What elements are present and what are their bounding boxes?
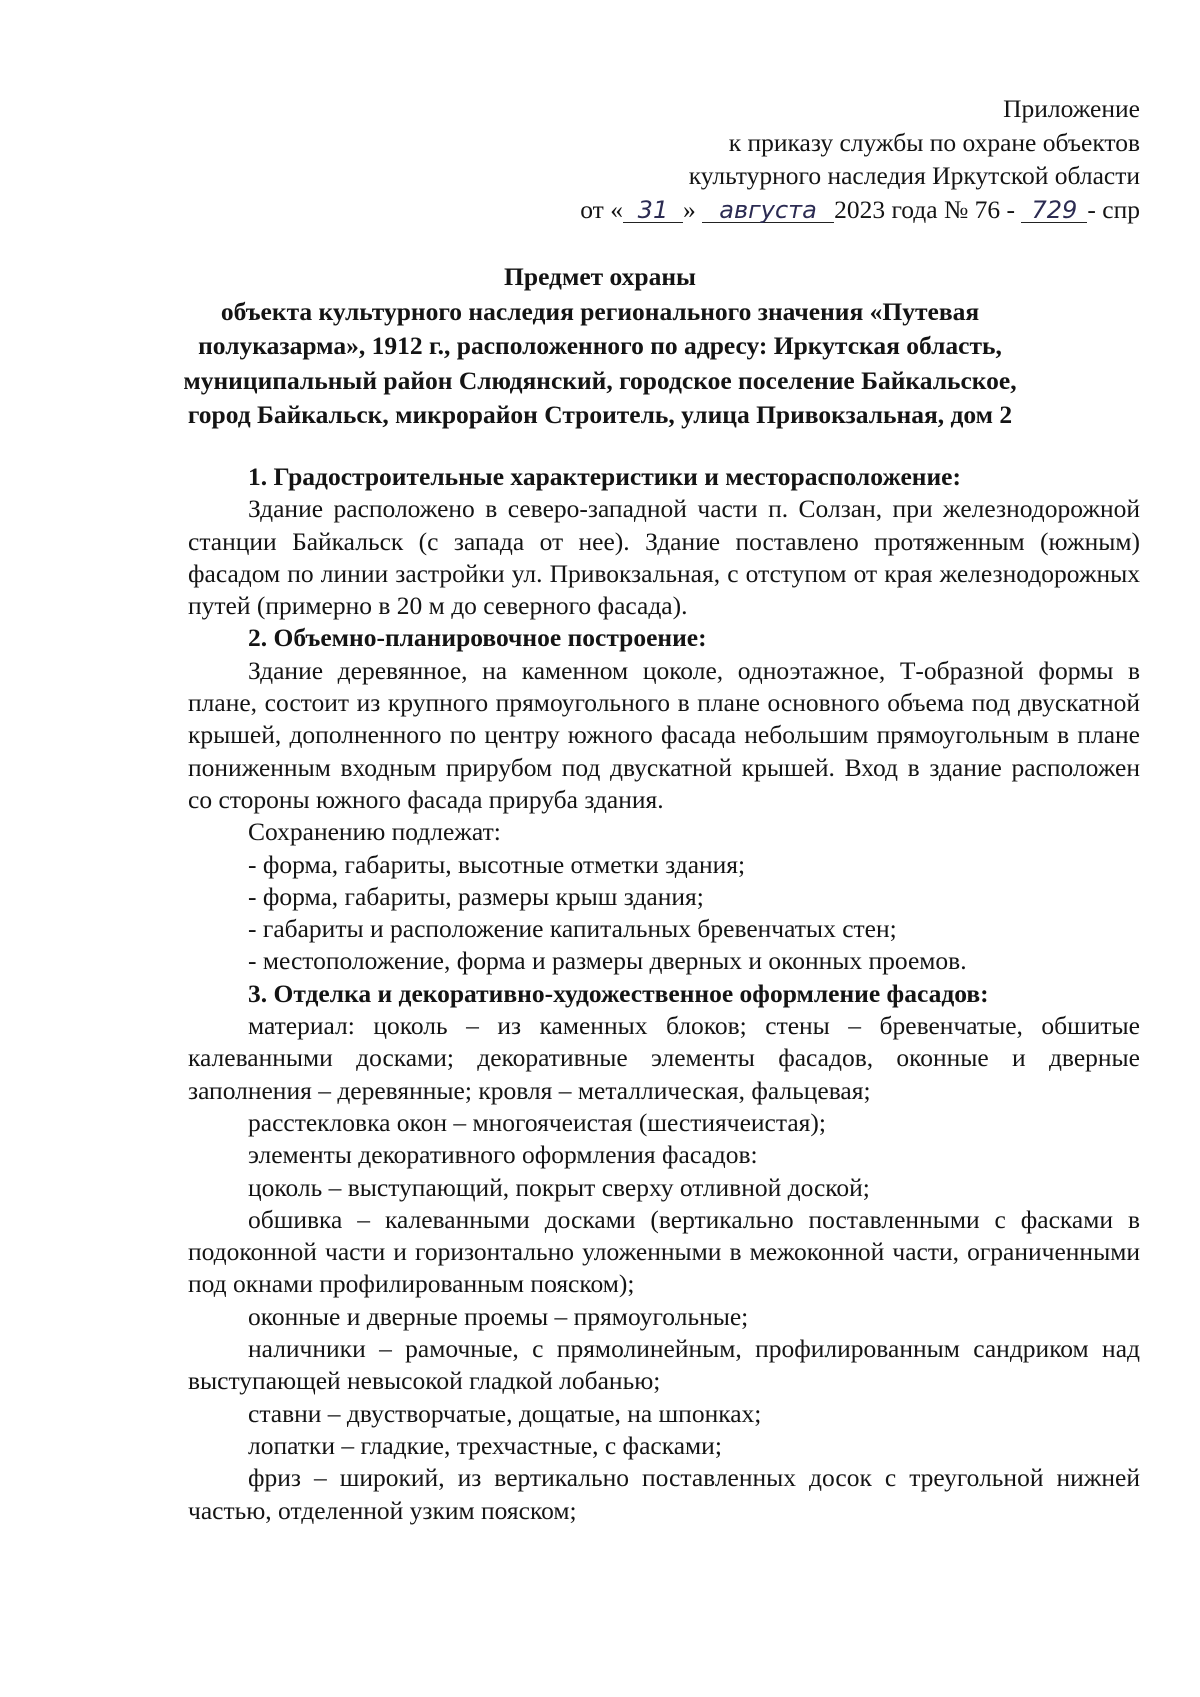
handwritten-month: августа <box>702 198 834 223</box>
section-3-paragraph: обшивка – калеванными досками (вертикально поставленными с фасками в подоконной части и горизонтально уложенными в межоконной части, ограниченными под окнами профилированным пояском); <box>188 1204 1140 1299</box>
preserve-item: - местоположение, форма и размеры дверных и оконных проемов. <box>248 946 967 976</box>
title-line-5: город Байкальск, микрорайон Строитель, улица Привокзальная, дом 2 <box>187 400 1013 429</box>
handwritten-day: 31 <box>623 198 683 223</box>
title-line-3: полуказарма», 1912 г., расположенного по адресу: Иркутская область, <box>198 331 1002 360</box>
order-suffix: - спр <box>1087 194 1140 224</box>
section-3-paragraph: цоколь – выступающий, покрыт сверху отливной доской; <box>248 1172 870 1202</box>
header-line-order: к приказу службы по охране объектов <box>728 127 1140 157</box>
title-line-1: Предмет охраны <box>504 262 696 291</box>
section-3-paragraph: расстекловка окон – многоячеистая (шестиячеистая); <box>248 1107 826 1137</box>
section-1-text: Здание расположено в северо-западной части п. Солзан, при железнодорожной станции Байкальск (с запада от нее). Здание поставлено протяженным (южным) фасадом по линии застройки ул. Привокзальная, с отступом от края железнодорожных путей (примерно в 20 м до северного фасада). <box>188 494 1140 621</box>
section-2-heading: 2. Объемно-планировочное построение: <box>248 623 707 653</box>
section-1-heading: 1. Градостроительные характеристики и месторасположение: <box>248 462 961 491</box>
date-year-text: 2023 года № 76 - <box>834 194 1016 224</box>
header-date-line <box>580 193 1140 227</box>
section-3-paragraph: наличники – рамочные, с прямолинейным, профилированным сандриком над выступающей невысокой гладкой лобанью; <box>188 1334 1140 1396</box>
preserve-item: - форма, габариты, размеры крыш здания; <box>248 881 704 911</box>
section-3-heading: 3. Отделка и декоративно-художественное оформление фасадов: <box>248 978 989 1008</box>
section-3-paragraph: материал: цоколь – из каменных блоков; стены – бревенчатые, обшитые калеванными досками; декоративные элементы фасадов, оконные и дверные заполнения – деревянные; кровля – металлическая, фальцевая; <box>188 1011 1140 1105</box>
title-line-2: объекта культурного наследия регионального значения «Путевая <box>220 296 980 326</box>
preserve-label: Сохранению подлежат: <box>248 817 501 847</box>
section-2-text: Здание деревянное, на каменном цоколе, одноэтажное, Т-образной формы в плане, состоит из крупного прямоугольного в плане основного объема под двускатной крышей, дополненного по центру южного фасада небольшим прямоугольным в плане пониженным входным прирубом под двускатной крышей. Вход в здание расположен со стороны южного фасада прируба здания. <box>188 655 1140 814</box>
document-body <box>188 461 1140 1527</box>
section-3-paragraph: фриз – широкий, из вертикально поставленных досок с треугольной нижней частью, отделенной узким пояском; <box>188 1463 1140 1525</box>
section-3-paragraph: ставни – двустворчатые, дощатые, на шпонках; <box>248 1398 762 1428</box>
section-3-paragraph: элементы декоративного оформления фасадов: <box>248 1140 758 1170</box>
document-title <box>0 260 1200 433</box>
section-3-paragraph: лопатки – гладкие, трехчастные, с фасками; <box>248 1430 722 1460</box>
section-3-paragraph: оконные и дверные проемы – прямоугольные; <box>248 1301 749 1331</box>
preserve-item: - форма, габариты, высотные отметки здания; <box>248 849 746 879</box>
appendix-header <box>580 92 1140 226</box>
date-mid: » <box>682 194 696 224</box>
title-line-4: муниципальный район Слюдянский, городское поселение Байкальское, <box>183 365 1017 395</box>
header-line-appendix: Приложение <box>1003 94 1140 123</box>
handwritten-order-number: 729 <box>1021 198 1087 223</box>
date-prefix: от « <box>580 194 623 224</box>
header-line-service: культурного наследия Иркутской области <box>688 161 1140 190</box>
preserve-item: - габариты и расположение капитальных бревенчатых стен; <box>248 914 897 944</box>
